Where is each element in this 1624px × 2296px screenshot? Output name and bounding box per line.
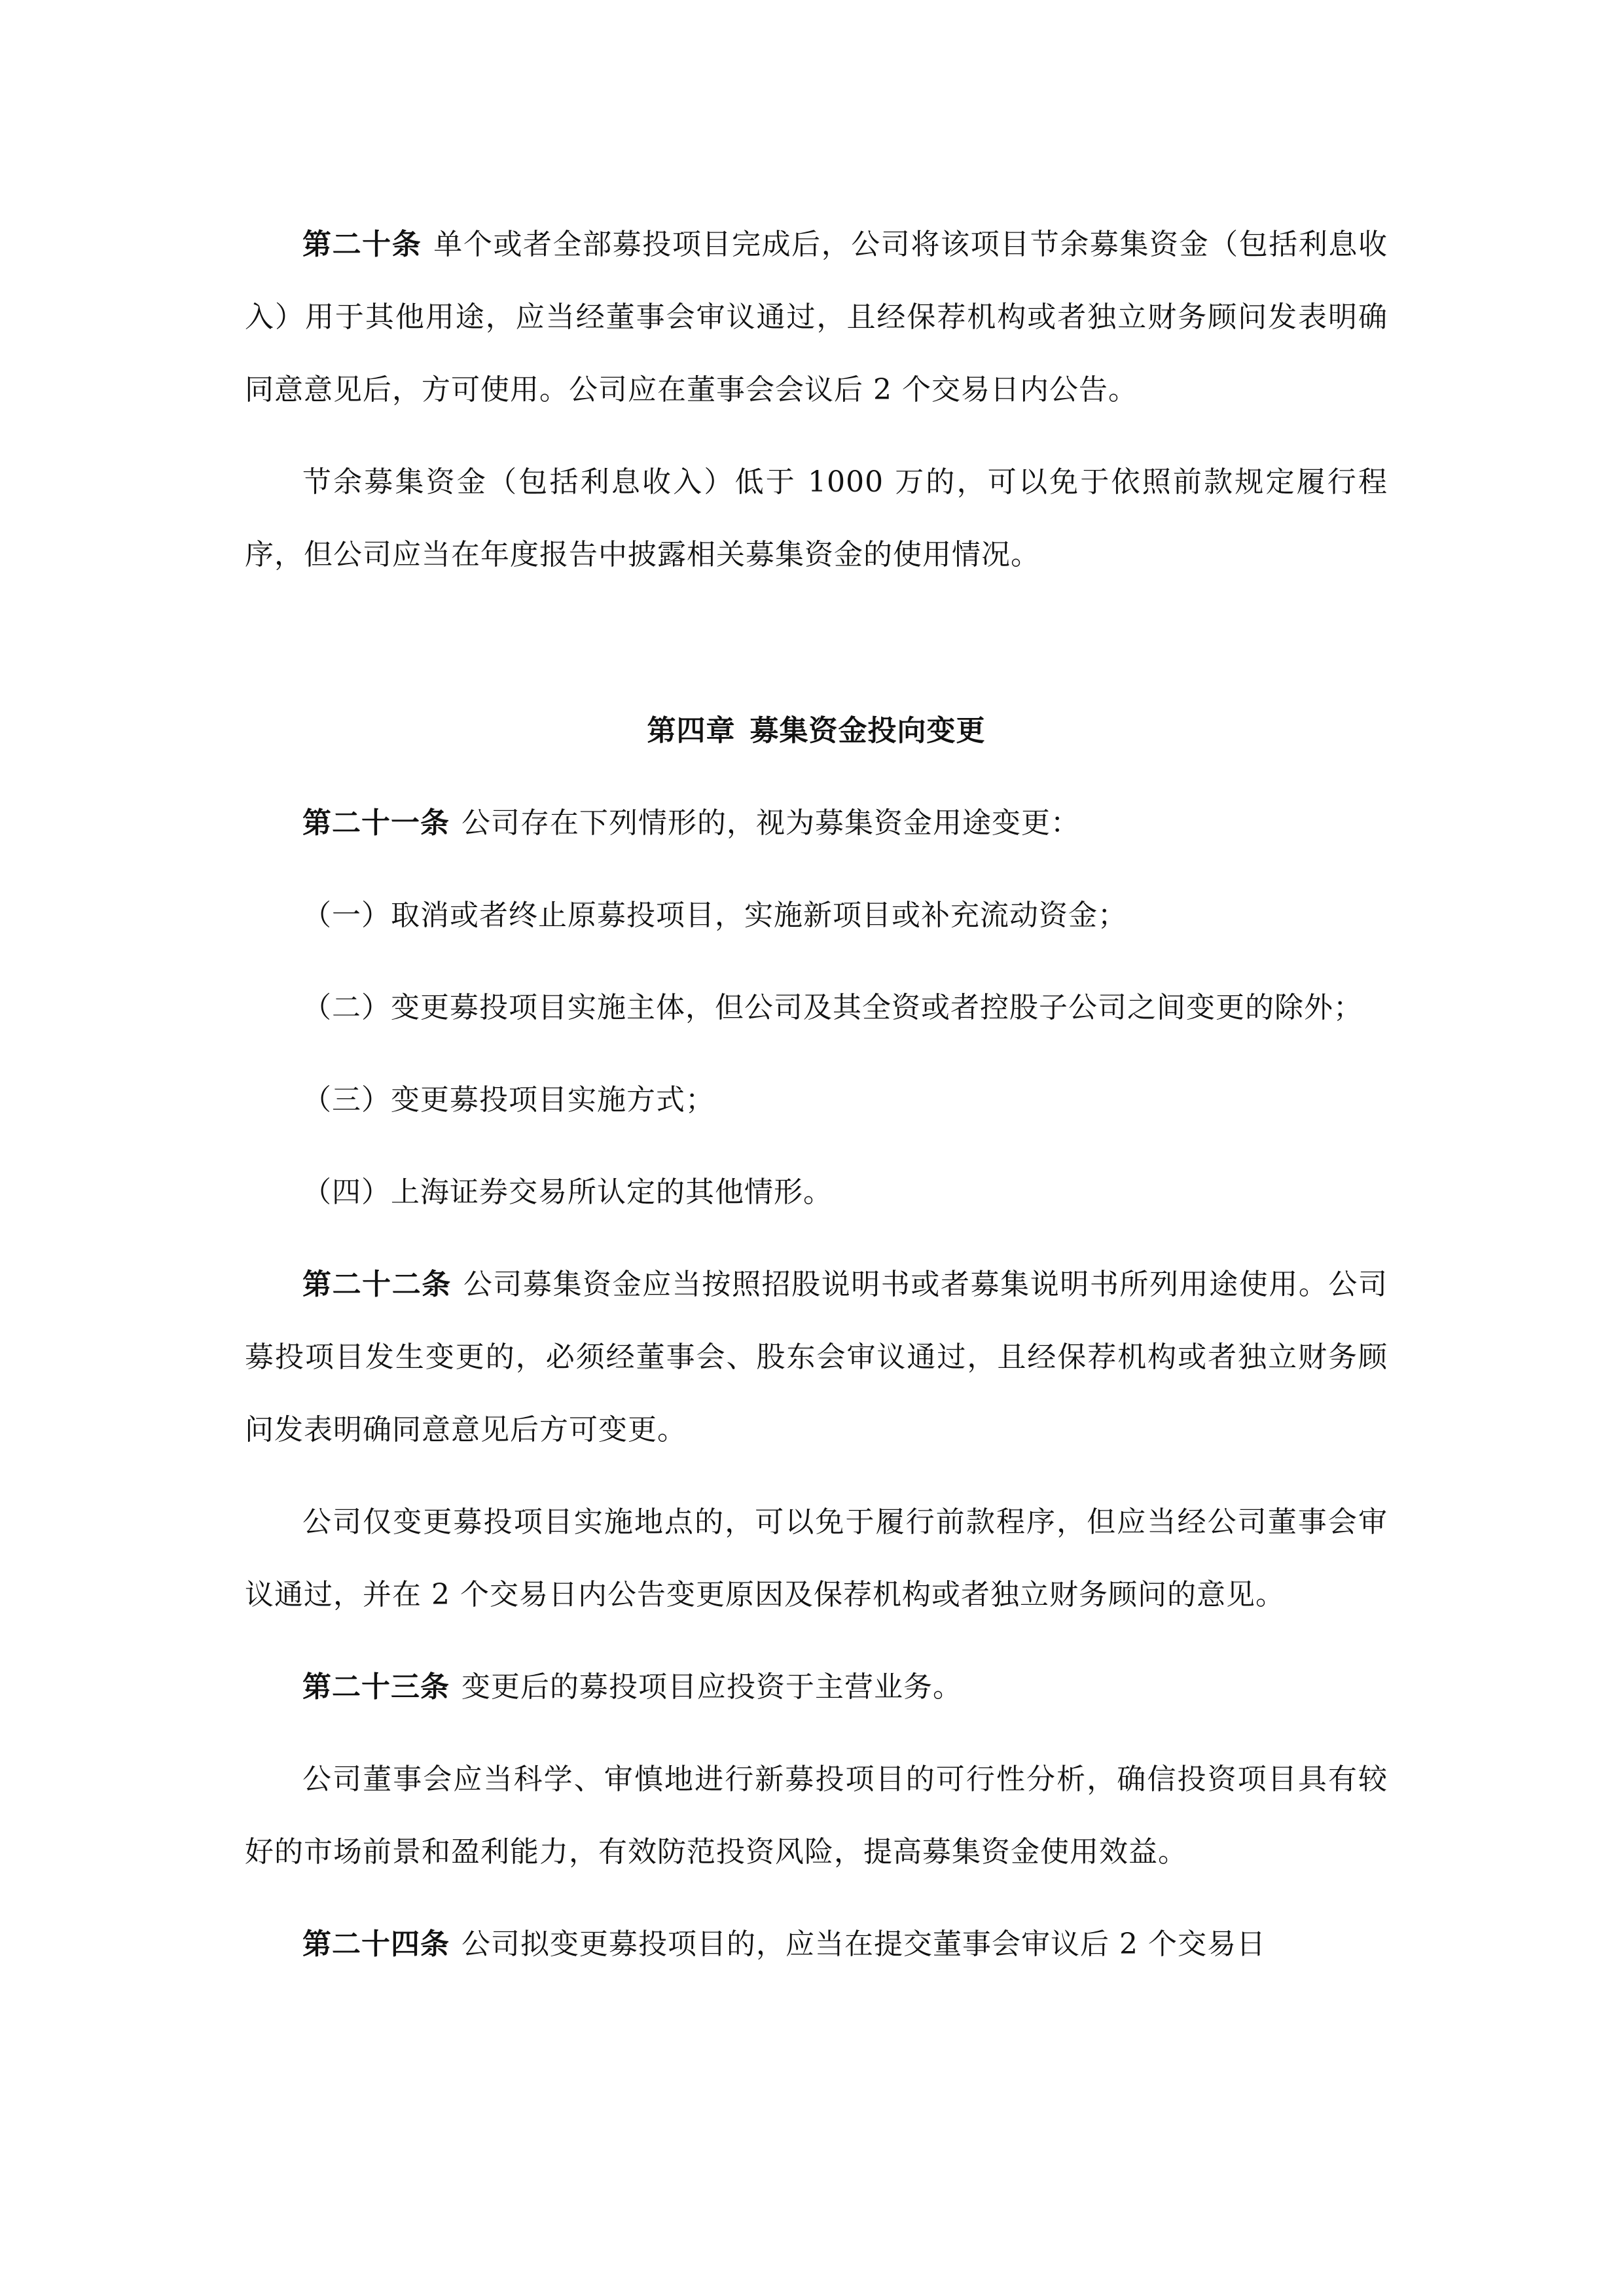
article-24-paragraph xyxy=(245,1908,1388,1981)
article-23-paragraph-2 xyxy=(245,1743,1388,1888)
article-20-text-2: 节余募集资金（包括利息收入）低于 1000 万的，可以免于依照前款规定履行程序，但公司应当在年度报告中披露相关募集资金的使用情况。 xyxy=(245,465,1388,571)
article-24-text: 公司拟变更募投项目的，应当在提交董事会审议后 2 个交易日 xyxy=(461,1928,1266,1961)
article-20-paragraph xyxy=(245,208,1388,426)
article-21-item-2 xyxy=(245,971,1388,1044)
article-23-text: 变更后的募投项目应投资于主营业务。 xyxy=(461,1670,962,1704)
chapter-spacer xyxy=(245,611,1388,694)
document-body xyxy=(245,208,1388,2000)
article-24-label: 第二十四条 xyxy=(302,1928,450,1961)
article-21-item-3 xyxy=(245,1064,1388,1136)
article-22-paragraph-2 xyxy=(245,1486,1388,1631)
article-21-item-4-text: （四）上海证券交易所认定的其他情形。 xyxy=(302,1175,833,1209)
article-21-item-2-text: （二）变更募投项目实施主体，但公司及其全资或者控股子公司之间变更的除外； xyxy=(302,991,1363,1024)
article-21-item-1-text: （一）取消或者终止原募投项目，实施新项目或补充流动资金； xyxy=(302,899,1127,932)
article-21-item-1 xyxy=(245,879,1388,952)
article-23-paragraph xyxy=(245,1651,1388,1723)
article-20-label: 第二十条 xyxy=(302,228,422,261)
article-22-paragraph xyxy=(245,1248,1388,1466)
article-21-paragraph xyxy=(245,787,1388,859)
article-22-text-2: 公司仅变更募投项目实施地点的，可以免于履行前款程序，但应当经公司董事会审议通过，并在 2 个交易日内公告变更原因及保荐机构或者独立财务顾问的意见。 xyxy=(245,1505,1388,1611)
chapter-title-text: 募集资金投向变更 xyxy=(749,714,986,747)
article-23-label: 第二十三条 xyxy=(302,1670,450,1704)
article-21-item-3-text: （三）变更募投项目实施方式； xyxy=(302,1083,715,1117)
article-20-paragraph-2 xyxy=(245,446,1388,591)
article-21-label: 第二十一条 xyxy=(302,806,450,840)
article-21-item-4 xyxy=(245,1156,1388,1229)
article-22-text: 公司募集资金应当按照招股说明书或者募集说明书所列用途使用。公司募投项目发生变更的，必须经董事会、股东会审议通过，且经保荐机构或者独立财务顾问发表明确同意意见后方可变更。 xyxy=(245,1268,1388,1446)
article-23-text-2: 公司董事会应当科学、审慎地进行新募投项目的可行性分析，确信投资项目具有较好的市场前景和盈利能力，有效防范投资风险，提高募集资金使用效益。 xyxy=(245,1763,1388,1869)
article-21-text: 公司存在下列情形的，视为募集资金用途变更： xyxy=(461,806,1080,840)
article-22-label: 第二十二条 xyxy=(302,1268,452,1301)
article-20-text: 单个或者全部募投项目完成后，公司将该项目节余募集资金（包括利息收入）用于其他用途，应当经董事会审议通过，且经保荐机构或者独立财务顾问发表明确同意意见后，方可使用。公司应在董事会会议后 2 个交易日内公告。 xyxy=(245,228,1388,406)
chapter-heading xyxy=(245,694,1388,767)
chapter-number: 第四章 xyxy=(647,714,736,747)
